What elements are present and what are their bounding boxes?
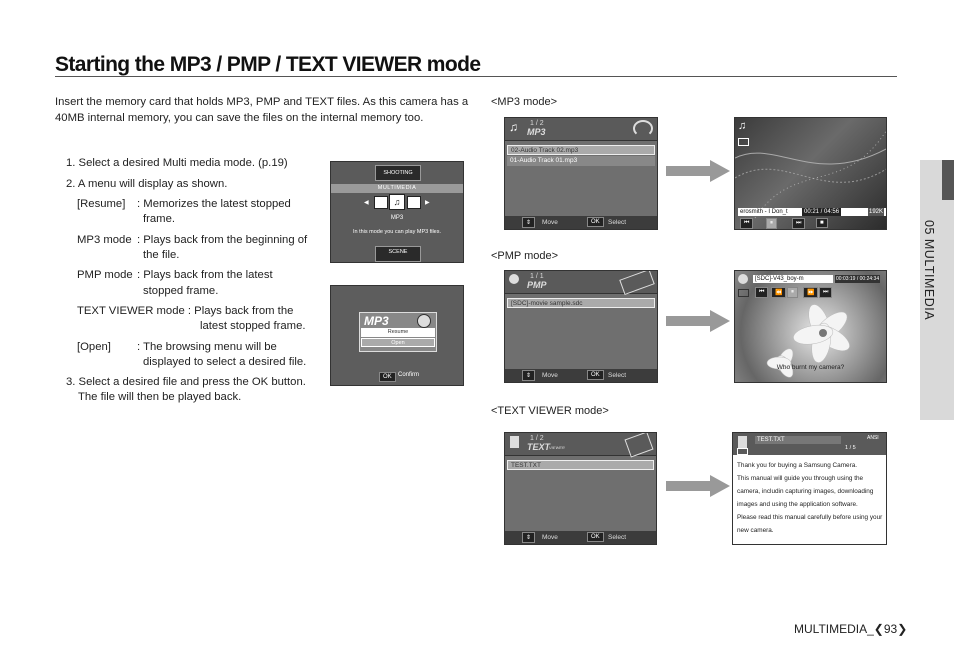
track-bar	[738, 208, 886, 216]
pmp-list-screen	[504, 270, 658, 383]
next-icon[interactable]: ⏭	[819, 287, 832, 298]
step-1: 1. Select a desired Multi media mode. (p.19)	[66, 157, 288, 169]
open-option[interactable]: Open	[361, 338, 435, 347]
document-icon	[738, 436, 747, 448]
resume-desc: : Memorizes the latest stopped	[137, 198, 291, 210]
text-line: camera, includin capturing images, downloading	[737, 488, 874, 495]
mode-name: MP3	[390, 215, 404, 221]
ok-button[interactable]: OK	[587, 217, 604, 227]
step-3-2: The file will then be played back.	[78, 391, 242, 403]
text-line: new camera.	[737, 527, 774, 534]
prev-icon[interactable]: ⏮	[755, 287, 768, 298]
arrow-right-icon	[666, 160, 730, 182]
mp3-logo: MP3	[364, 314, 389, 328]
footer-bracket-left: ❮	[873, 622, 884, 636]
mp3-desc-2: the file.	[143, 249, 180, 261]
intro-paragraph: Insert the memory card that holds MP3, PMP and TEXT files. As this camera has a 40MB internal memory, you can save the files on the internal memory too.	[55, 96, 469, 124]
mp3-list-screen	[504, 117, 658, 230]
page-footer	[794, 622, 907, 636]
pause-icon[interactable]: ⏸	[787, 287, 798, 298]
resume-key: [Resume]	[77, 198, 126, 210]
left-arrow-icon: ◀	[364, 200, 369, 206]
select-label: Select	[608, 372, 627, 379]
text-list-screen	[504, 432, 657, 545]
page-title: Starting the MP3 / PMP / TEXT VIEWER mode	[55, 53, 481, 76]
text-list-footer	[505, 531, 656, 544]
right-arrow-icon: ▶	[425, 200, 430, 206]
footer-label: MULTIMEDIA_	[794, 622, 874, 636]
pmp-filename: [SDC]-V43_boy-m	[753, 275, 833, 283]
resume-option[interactable]: Resume	[361, 328, 435, 337]
confirm-label: Confirm	[398, 372, 420, 378]
chapter-label: 05 MULTIMEDIA	[922, 220, 936, 321]
text-mode-label: <TEXT VIEWER mode>	[491, 405, 609, 417]
list-item[interactable]: 02-Audio Track 02.mp3	[507, 145, 655, 155]
film-reel-icon	[509, 274, 519, 284]
text-line: Please read this manual carefully before using your	[737, 514, 883, 521]
select-label: Select	[608, 219, 627, 226]
mp3-play-screen	[734, 117, 887, 230]
film-strip-icon	[619, 270, 655, 295]
pmp-key: PMP mode	[77, 269, 133, 281]
forward-icon[interactable]: ⏩	[803, 287, 818, 298]
text-mode-icon	[374, 196, 388, 209]
mp3-mode-label: <MP3 mode>	[491, 96, 558, 108]
pmp-desc-2: stopped frame.	[143, 285, 219, 297]
text-file-icon	[624, 432, 653, 458]
headphones-icon	[417, 314, 431, 328]
file-count: 1 / 2	[530, 120, 544, 127]
track-time: 00:21 / 04:56	[804, 209, 840, 215]
bitrate: 192K	[868, 209, 883, 215]
resume-open-screen	[330, 285, 464, 386]
list-item[interactable]: 01-Audio Track 01.mp3	[507, 156, 655, 166]
music-note-icon: ♫	[389, 194, 405, 210]
open-desc-2: displayed to select a desired file.	[143, 356, 307, 368]
mp3-list-footer	[505, 216, 657, 229]
move-label: Move	[542, 534, 558, 541]
file-count: 1 / 1	[530, 273, 544, 280]
pmp-mode-icon	[407, 196, 421, 209]
player-controls	[755, 287, 865, 297]
pmp-play-screen	[734, 270, 887, 383]
page-indicator: 1 / 5	[845, 445, 856, 451]
text-filename: TEST.TXT	[755, 436, 841, 444]
track-name: erosmith - I Don_t	[740, 209, 788, 215]
mode-hint: In this mode you can play MP3 files.	[352, 229, 442, 235]
music-note-icon: ♫	[738, 120, 747, 132]
mp3-key: MP3 mode	[77, 234, 132, 246]
rewind-icon[interactable]: ⏪	[771, 287, 786, 298]
ok-button[interactable]: OK	[379, 372, 396, 382]
mode-subtag: VIEWER	[549, 445, 565, 450]
ok-button[interactable]: OK	[587, 532, 604, 542]
player-controls	[738, 218, 886, 228]
prev-icon[interactable]: ⏮	[740, 218, 753, 229]
music-note-icon: ♫	[509, 120, 518, 134]
film-reel-icon	[738, 274, 748, 284]
battery-icon	[737, 448, 748, 455]
move-label: Move	[542, 372, 558, 379]
title-divider	[55, 76, 897, 77]
battery-icon	[738, 289, 749, 297]
step-3: 3. Select a desired file and press the OK button.	[66, 376, 306, 388]
move-icon: ⇕	[522, 370, 535, 381]
mode-tag: PMP	[527, 280, 547, 290]
mode-tag: MP3	[527, 127, 546, 137]
mode-tag: TEXT	[527, 442, 551, 452]
page-number: 93	[883, 622, 898, 636]
pmp-desc: : Plays back from the latest	[137, 269, 273, 281]
text-list-header	[505, 433, 656, 456]
step-2: 2. A menu will display as shown.	[66, 178, 228, 190]
mp3-desc: : Plays back from the beginning of	[137, 234, 308, 246]
pause-icon[interactable]: ⏸	[766, 218, 777, 229]
file-count: 1 / 2	[530, 435, 544, 442]
open-desc: : The browsing menu will be	[137, 341, 277, 353]
text-line: Thank you for buying a Samsung Camera.	[737, 462, 858, 469]
ok-button[interactable]: OK	[587, 370, 604, 380]
stop-icon[interactable]: ■	[816, 218, 828, 228]
list-item[interactable]: [SDC]-movie sample.sdc	[507, 298, 655, 308]
text-line: This manual will guide you through using the	[737, 475, 864, 482]
pmp-list-footer	[505, 369, 657, 382]
select-label: Select	[608, 534, 627, 541]
scene-tab: SCENE	[375, 246, 421, 262]
list-item[interactable]: TEST.TXT	[507, 460, 654, 470]
battery-icon	[738, 138, 749, 146]
move-icon: ⇕	[522, 217, 535, 228]
encoding: ANSI	[867, 435, 879, 441]
video-caption: Who burnt my camera?	[776, 364, 845, 371]
shooting-tab: SHOOTING	[375, 165, 421, 181]
text-line: images and using the application software.	[737, 501, 858, 508]
resume-desc-2: frame.	[143, 213, 176, 225]
next-icon[interactable]: ⏭	[792, 218, 805, 229]
open-key: [Open]	[77, 341, 111, 353]
document-icon	[510, 436, 519, 448]
text-desc-2: latest stopped frame.	[200, 320, 306, 332]
mp3-list-header	[505, 118, 657, 141]
text-desc: TEXT VIEWER mode : Plays back from the	[77, 305, 294, 317]
text-view-header	[733, 433, 886, 455]
resume-dialog	[359, 312, 437, 352]
multimedia-header: MULTIMEDIA	[331, 184, 463, 193]
headphones-icon	[633, 120, 653, 137]
pmp-mode-label: <PMP mode>	[491, 250, 559, 262]
arrow-right-icon	[666, 310, 730, 332]
pmp-list-header	[505, 271, 657, 294]
footer-bracket-right: ❯	[897, 622, 908, 636]
pmp-time: 00:03:19 / 00:24:34	[836, 276, 880, 282]
text-view-screen	[732, 432, 887, 545]
arrow-right-icon	[666, 475, 730, 497]
move-icon: ⇕	[522, 532, 535, 543]
multimedia-menu-screen	[330, 161, 464, 263]
move-label: Move	[542, 219, 558, 226]
